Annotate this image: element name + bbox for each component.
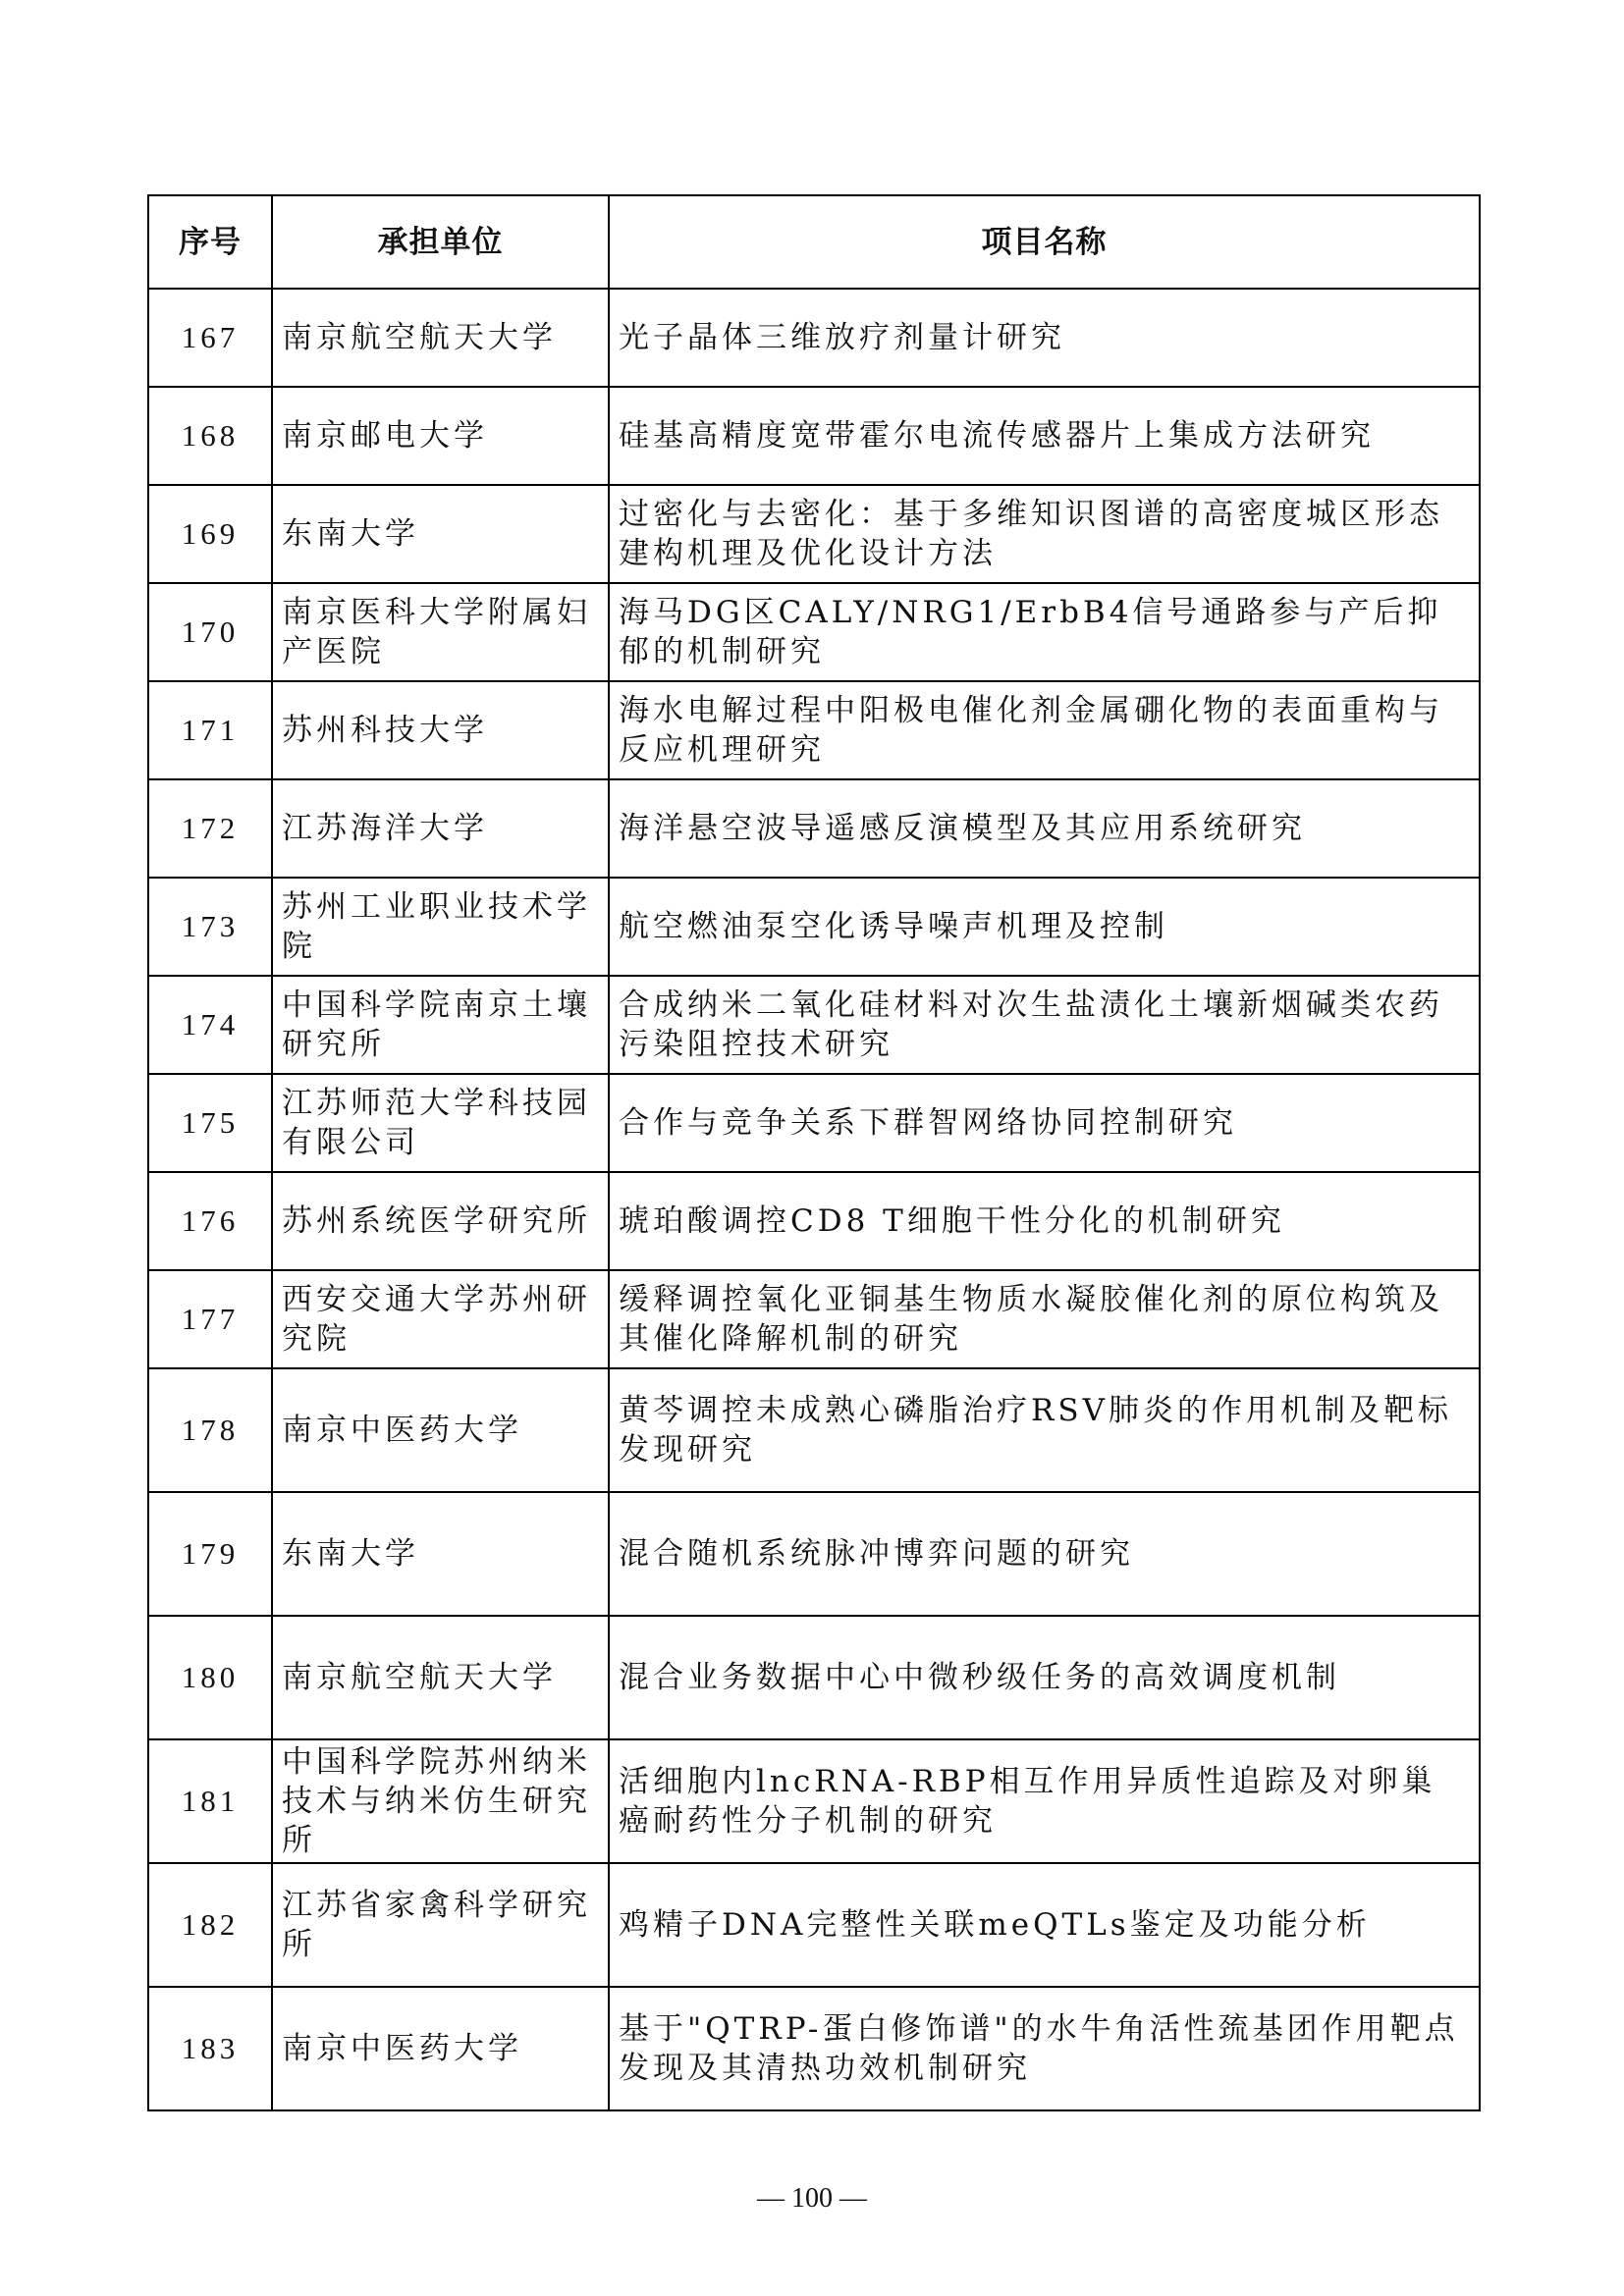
page-number: — 100 — [757,2183,867,2214]
row-number-cell: 177 [148,1270,272,1368]
unit-cell: 东南大学 [272,485,609,583]
row-number-cell: 170 [148,583,272,681]
project-name-cell: 缓释调控氧化亚铜基生物质水凝胶催化剂的原位构筑及其催化降解机制的研究 [609,1270,1480,1368]
row-number-cell: 180 [148,1616,272,1739]
table-row [148,1739,1480,1863]
table-row [148,1616,1480,1739]
table-row [148,1368,1480,1492]
table-row [148,583,1480,681]
project-name-cell: 鸡精子DNA完整性关联meQTLs鉴定及功能分析 [609,1863,1480,1987]
project-name-cell: 合成纳米二氧化硅材料对次生盐渍化土壤新烟碱类农药污染阻控技术研究 [609,976,1480,1074]
project-name-cell: 海马DG区CALY/NRG1/ErbB4信号通路参与产后抑郁的机制研究 [609,583,1480,681]
project-name-cell: 基于"QTRP-蛋白修饰谱"的水牛角活性巯基团作用靶点发现及其清热功效机制研究 [609,1987,1480,2110]
project-name-cell: 过密化与去密化：基于多维知识图谱的高密度城区形态建构机理及优化设计方法 [609,485,1480,583]
unit-cell: 江苏海洋大学 [272,779,609,878]
project-table [147,194,1481,2111]
header-num: 序号 [148,195,272,289]
table-row [148,1863,1480,1987]
row-number-cell: 183 [148,1987,272,2110]
unit-cell: 苏州工业职业技术学院 [272,878,609,976]
project-name-cell: 合作与竞争关系下群智网络协同控制研究 [609,1074,1480,1172]
unit-cell: 苏州科技大学 [272,681,609,779]
row-number-cell: 173 [148,878,272,976]
unit-cell: 江苏省家禽科学研究所 [272,1863,609,1987]
table-body [148,289,1480,2110]
project-name-cell: 混合业务数据中心中微秒级任务的高效调度机制 [609,1616,1480,1739]
unit-cell: 南京航空航天大学 [272,289,609,387]
unit-cell: 西安交通大学苏州研究院 [272,1270,609,1368]
project-name-cell: 航空燃油泵空化诱导噪声机理及控制 [609,878,1480,976]
unit-cell: 南京邮电大学 [272,387,609,485]
project-name-cell: 海洋悬空波导遥感反演模型及其应用系统研究 [609,779,1480,878]
row-number-cell: 169 [148,485,272,583]
unit-cell: 东南大学 [272,1492,609,1616]
project-name-cell: 混合随机系统脉冲博弈问题的研究 [609,1492,1480,1616]
project-name-cell: 活细胞内lncRNA-RBP相互作用异质性追踪及对卵巢癌耐药性分子机制的研究 [609,1739,1480,1863]
table-row [148,485,1480,583]
header-name: 项目名称 [609,195,1480,289]
row-number-cell: 174 [148,976,272,1074]
table-row [148,289,1480,387]
table-row [148,976,1480,1074]
row-number-cell: 175 [148,1074,272,1172]
unit-cell: 江苏师范大学科技园有限公司 [272,1074,609,1172]
row-number-cell: 176 [148,1172,272,1270]
project-name-cell: 光子晶体三维放疗剂量计研究 [609,289,1480,387]
project-name-cell: 琥珀酸调控CD8 T细胞干性分化的机制研究 [609,1172,1480,1270]
row-number-cell: 181 [148,1739,272,1863]
table-row [148,387,1480,485]
unit-cell: 苏州系统医学研究所 [272,1172,609,1270]
unit-cell: 南京医科大学附属妇产医院 [272,583,609,681]
table-row [148,1987,1480,2110]
table-header-row [148,195,1480,289]
project-name-cell: 黄芩调控未成熟心磷脂治疗RSV肺炎的作用机制及靶标发现研究 [609,1368,1480,1492]
unit-cell: 南京中医药大学 [272,1987,609,2110]
table-row [148,1492,1480,1616]
row-number-cell: 171 [148,681,272,779]
table-row [148,1270,1480,1368]
table-row [148,1074,1480,1172]
project-name-cell: 硅基高精度宽带霍尔电流传感器片上集成方法研究 [609,387,1480,485]
table-row [148,878,1480,976]
row-number-cell: 168 [148,387,272,485]
unit-cell: 中国科学院苏州纳米技术与纳米仿生研究所 [272,1739,609,1863]
row-number-cell: 172 [148,779,272,878]
project-name-cell: 海水电解过程中阳极电催化剂金属硼化物的表面重构与反应机理研究 [609,681,1480,779]
unit-cell: 中国科学院南京土壤研究所 [272,976,609,1074]
table-row [148,779,1480,878]
unit-cell: 南京航空航天大学 [272,1616,609,1739]
table-row [148,1172,1480,1270]
header-unit: 承担单位 [272,195,609,289]
row-number-cell: 167 [148,289,272,387]
row-number-cell: 178 [148,1368,272,1492]
row-number-cell: 182 [148,1863,272,1987]
row-number-cell: 179 [148,1492,272,1616]
table-row [148,681,1480,779]
unit-cell: 南京中医药大学 [272,1368,609,1492]
